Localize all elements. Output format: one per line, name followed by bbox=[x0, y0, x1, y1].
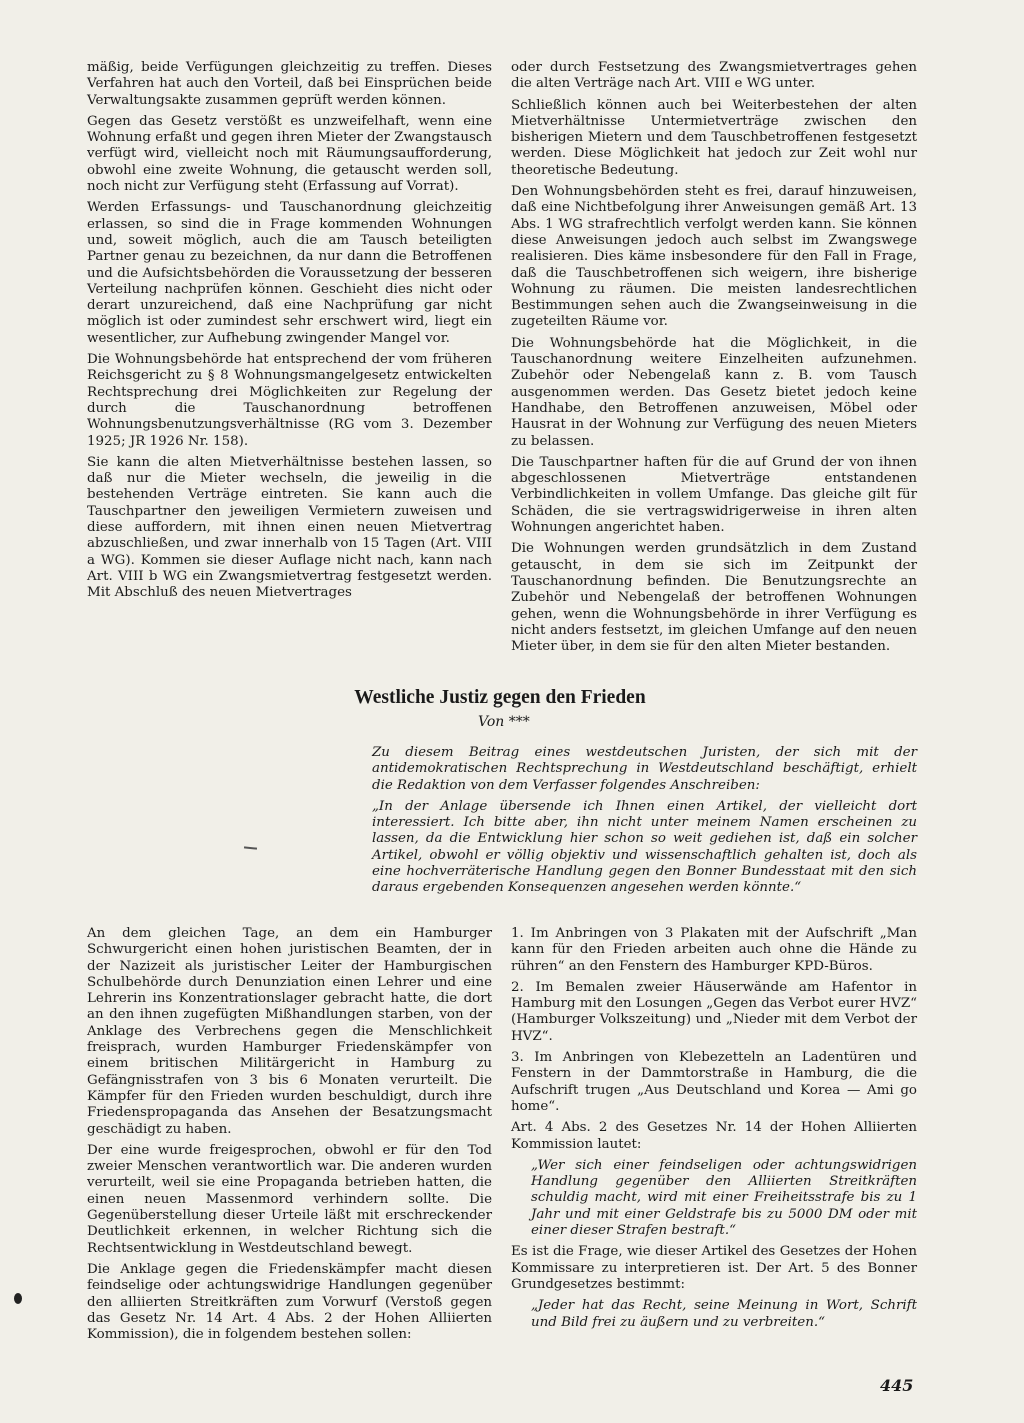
stray-mark bbox=[244, 846, 257, 849]
paragraph: Die Wohnungen werden grundsätzlich in dem Zustand getauscht, in dem sie sich im Zeitpunkt der Tauschanordnung befinden. Die Benutzungsrechte an Zubehör und Nebengelaß der betroffenen Wohnungen gehen, wenn die Wohnungsbehörde in ihrer Verfügung es nicht anders festsetzt, im gleichen Umfange auf den neuen Mieter über, in dem sie für den alten Mieter bestanden. bbox=[511, 541, 917, 655]
grundgesetz-quote: „Jeder hat das Recht, seine Meinung in Wort, Schrift und Bild frei zu äußern und zu verbreiten.“ bbox=[531, 1298, 917, 1330]
page-number: 445 bbox=[880, 1376, 914, 1395]
law-quote: „Wer sich einer feindseligen oder achtungswidrigen Handlung gegenüber den Alliierten Streitkräften schuldig macht, wird mit einer Freiheitsstrafe bis zu 1 Jahr und mit einer Geldstrafe bis zu 5000 DM oder mit einer dieser Strafen bestraft.“ bbox=[531, 1157, 917, 1239]
paragraph: Art. 4 Abs. 2 des Gesetzes Nr. 14 der Hohen Alliierten Kommission lautet: bbox=[511, 1120, 917, 1152]
intro-text: Zu diesem Beitrag eines westdeutschen Juristen, der sich mit der antidemokratischen Rechtsprechung in Westdeutschland beschäftigt, erhielt die Redaktion von dem Verfasser folgendes Anschreiben: bbox=[372, 745, 917, 793]
bottom-left-column bbox=[87, 926, 492, 1348]
bottom-right-column bbox=[511, 926, 917, 1336]
paragraph: An dem gleichen Tage, an dem ein Hamburger Schwurgericht einen hohen juristischen Beamten, der in der Nazizeit als juristischer Leiter der Hamburgischen Schulbehörde durch Denunziation einen Lehrer und eine Lehrerin ins Konzentrationslager gebracht hatte, die dort an den ihnen zugefügten Mißhandlungen starben, von der Anklage des Verbrechens gegen die Menschlichkeit freisprach, wurden Hamburger Friedenskämpfer von einem britischen Militärgericht in Hamburg zu Gefängnisstrafen von 3 bis 6 Monaten verurteilt. Die Kämpfer für den Frieden wurden beschuldigt, durch ihre Friedenspropaganda das Ansehen der Besatzungsmacht geschädigt zu haben. bbox=[87, 926, 492, 1137]
margin-dot bbox=[14, 1293, 22, 1304]
paragraph: Die Anklage gegen die Friedenskämpfer macht diesen feindselige oder achtungswidrige Handlungen gegenüber den alliierten Streitkräften zum Vorwurf (Verstoß gegen das Gesetz Nr. 14 Art. 4 Abs. 2 der Hohen Alliierten Kommission), die in folgendem bestehen sollen: bbox=[87, 1261, 492, 1343]
author-letter: „In der Anlage übersende ich Ihnen einen Artikel, der vielleicht dort interessiert. Ich bitte aber, ihn nicht unter meinem Namen erscheinen zu lassen, da die Entwicklung hier schon so weit gediehen ist, daß ein solcher Artikel, obwohl er völlig objektiv und wissenschaftlich gehalten ist, doch als eine hochverräterische Handlung gegen den Bonner Bundesstaat mit den sich daraus ergebenden Konsequenzen angesehen werden könnte.“ bbox=[372, 798, 917, 896]
paragraph: Den Wohnungsbehörden steht es frei, darauf hinzuweisen, daß eine Nichtbefolgung ihrer Anweisungen gemäß Art. 13 Abs. 1 WG strafrechtlich verfolgt werden kann. Sie können diese Anweisungen jedoch auch selbst im Zwangswege realisieren. Dies käme insbesondere für den Fall in Frage, daß die Tauschbetroffenen sich weigern, ihre bisherige Wohnung zu räumen. Die meisten landesrechtlichen Bestimmungen sehen auch die Zwangseinweisung in die zugeteilten Räume vor. bbox=[511, 184, 917, 330]
paragraph: Gegen das Gesetz verstößt es unzweifelhaft, wenn eine Wohnung erfaßt und gegen ihren Mieter der Zwangstausch verfügt wird, vielleicht noch mit Räumungsaufforderung, obwohl eine zweite Wohnung, die getauscht werden soll, noch nicht zur Verfügung steht (Erfassung auf Vorrat). bbox=[87, 113, 492, 195]
paragraph: Schließlich können auch bei Weiterbestehen der alten Mietverhältnisse Untermietverträge zwischen den bisherigen Mietern und dem Tauschbetroffenen festgesetzt werden. Diese Möglichkeit hat jedoch zur Zeit wohl nur theoretische Bedeutung. bbox=[511, 97, 917, 178]
paragraph: oder durch Festsetzung des Zwangsmietvertrages gehen die alten Verträge nach Art. VIII e WG unter. bbox=[511, 60, 917, 92]
paragraph: Es ist die Frage, wie dieser Artikel des Gesetzes der Hohen Kommissare zu interpretieren ist. Der Art. 5 des Bonner Grundgesetzes bestimmt: bbox=[511, 1244, 917, 1292]
paragraph: Die Wohnungsbehörde hat die Möglichkeit, in die Tauschanordnung weitere Einzelheiten aufzunehmen. Zubehör oder Nebengelaß kann z. B. vom Tausch ausgenommen werden. Das Gesetz bietet jedoch keine Handhabe, den Betroffenen anzuweisen, Möbel oder Hausrat in der Wohnung zur Verfügung des neuen Mieters zu belassen. bbox=[511, 335, 917, 449]
top-left-column bbox=[87, 60, 492, 607]
top-right-column bbox=[511, 60, 917, 660]
charge-item-2: 2. Im Bemalen zweier Häuserwände am Hafentor in Hamburg mit den Losungen „Gegen das Verbot eurer HVZ“ (Hamburger Volkszeitung) und „Nieder mit dem Verbot der HVZ“. bbox=[511, 979, 917, 1044]
charge-item-3: 3. Im Anbringen von Klebezetteln an Ladentüren und Fenstern in der Dammtorstraße in Hamburg, die die Aufschrift trugen „Aus Deutschland und Korea — Ami go home“. bbox=[511, 1050, 917, 1114]
article-title: Westliche Justiz gegen den Frieden bbox=[354, 687, 646, 708]
editorial-intro bbox=[372, 745, 917, 902]
paragraph: Die Tauschpartner haften für die auf Grund der von ihnen abgeschlossenen Mietverträge entstandenen Verbindlichkeiten in vollem Umfange. Das gleiche gilt für Schäden, die sie vertragswidrigerweise in ihren alten Wohnungen angerichtet haben. bbox=[511, 454, 917, 536]
article-byline: Von *** bbox=[478, 714, 530, 730]
paragraph: Der eine wurde freigesprochen, obwohl er für den Tod zweier Menschen verantwortlich war. Die anderen wurden verurteilt, weil sie eine Propaganda betrieben hatten, die einen neuen Massenmord verhindern sollte. Die Gegenüberstellung dieser Urteile läßt mit erschreckender Deutlichkeit erkennen, in welcher Richtung sich die Rechtsentwicklung in Westdeutschland bewegt. bbox=[87, 1142, 492, 1256]
paragraph: Sie kann die alten Mietverhältnisse bestehen lassen, so daß nur die Mieter wechseln, die jeweilig in die bestehenden Verträge eintreten. Sie kann auch die Tauschpartner den jeweiligen Vermietern zuweisen und diese auffordern, mit ihnen einen neuen Mietvertrag abzuschließen, und zwar innerhalb von 15 Tagen (Art. VIII a WG). Kommen sie dieser Auflage nicht nach, kann nach Art. VIII b WG ein Zwangsmietvertrag festgesetzt werden. Mit Abschluß des neuen Mietvertrages bbox=[87, 454, 492, 601]
paragraph: Die Wohnungsbehörde hat entsprechend der vom früheren Reichsgericht zu § 8 Wohnungsmangelgesetz entwickelten Rechtsprechung drei Möglichkeiten zur Regelung der durch die Tauschanordnung betroffenen Wohnungsbenutzungsverhältnisse (RG vom 3. Dezember 1925; JR 1926 Nr. 158). bbox=[87, 352, 492, 449]
charge-item-1: 1. Im Anbringen von 3 Plakaten mit der Aufschrift „Man kann für den Frieden arbeiten auch ohne die Hände zu rühren“ an den Fenstern des Hamburger KPD-Büros. bbox=[511, 926, 917, 974]
paragraph: Werden Erfassungs- und Tauschanordnung gleichzeitig erlassen, so sind die in Frage kommenden Wohnungen und, soweit möglich, auch die am Tausch beteiligten Partner genau zu bezeichnen, da nur dann die Betroffenen und die Aufsichtsbehörden die Voraussetzung der besseren Verteilung nachprüfen können. Geschieht dies nicht oder derart unzureichend, daß eine Nachprüfung gar nicht möglich ist oder zumindest sehr erschwert wird, liegt ein wesentlicher, zur Aufhebung zwingender Mangel vor. bbox=[87, 200, 492, 346]
paragraph: mäßig, beide Verfügungen gleichzeitig zu treffen. Dieses Verfahren hat auch den Vorteil, daß bei Einsprüchen beide Verwaltungsakte zusammen geprüft werden können. bbox=[87, 60, 492, 108]
